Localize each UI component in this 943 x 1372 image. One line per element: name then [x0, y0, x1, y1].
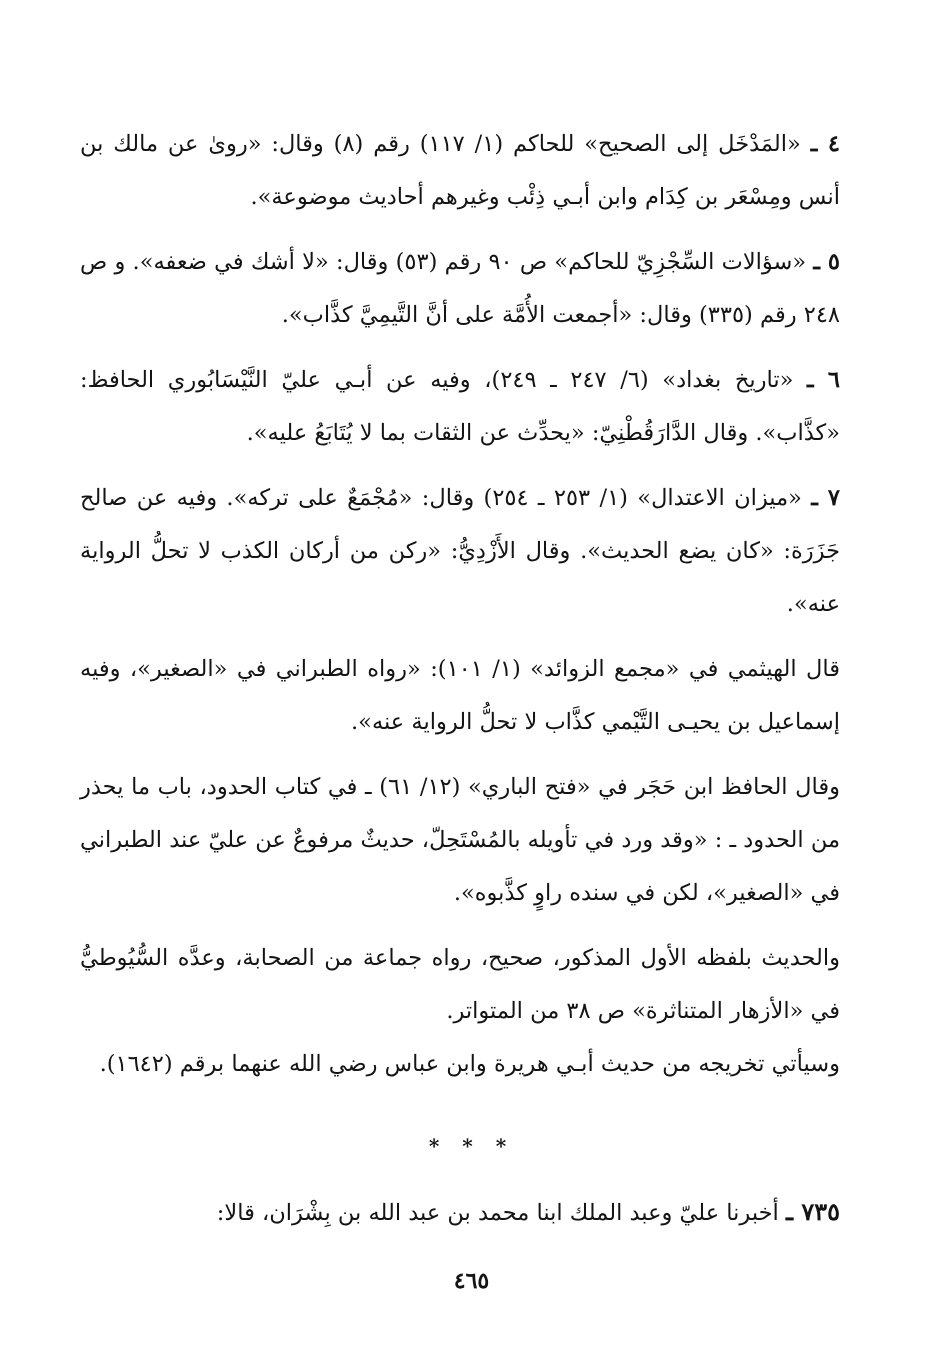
footnote-number: ٦ ـ — [807, 367, 840, 393]
footnote-5 — [80, 236, 840, 342]
footnote-text: «ميزان الاعتدال» (١/ ٢٥٣ ـ ٢٥٤) وقال: «مُجْمَعٌ على تركه». وفيه عن صالح جَزَرَة: «كان يضع الحديث». وقال الأَزْدِيُّ: «ركن من أركان الكذب لا تحلُّ الرواية عنه». — [80, 485, 840, 617]
footnote-4 — [80, 118, 840, 224]
footnote-number: ٤ ـ — [810, 131, 840, 157]
footnote-7 — [80, 472, 840, 631]
hadith-text: أخبرنا عليّ وعبد الملك ابنا محمد بن عبد الله بن بِشْرَان، قالا: — [216, 1200, 779, 1226]
footnote-number: ٧ ـ — [811, 485, 840, 511]
footnote-number: ٥ ـ — [813, 249, 841, 275]
footnote-text: «سؤالات السِّجْزِيّ للحاكم» ص ٩٠ رقم (٥٣) وقال: «لا أشك في ضعفه». و ص ٢٤٨ رقم (٣٣٥) وقال: «أجمعت الأُمَّة على أنَّ التَّيمِيَّ كذَّاب». — [80, 249, 840, 328]
page-number: ٤٦٥ — [453, 1268, 490, 1294]
paragraph-hadith-grade: والحديث بلفظه الأول المذكور، صحيح، رواه جماعة من الصحابة، وعدَّه السُّيُوطيُّ في «الأزهار المتناثرة» ص ٣٨ من المتواتر. — [80, 945, 840, 1024]
hadith-number: ٧٣٥ ـ — [785, 1197, 840, 1226]
paragraph-ibn-hajar: وقال الحافظ ابن حَجَر في «فتح الباري» (١٢/ ٦١) ـ في كتاب الحدود، باب ما يحذر من الحدود ـ : «وقد ورد في تأويله بالمُسْتَحِلّ، حديثٌ مرفوعٌ عن عليّ عند الطبراني في «الصغير»، لكن في سنده راوٍ كذَّبوه». — [80, 774, 841, 906]
section-separator: * * * — [428, 1134, 515, 1158]
paragraph-cross-reference: وسيأتي تخريجه من حديث أبـي هريرة وابن عباس رضي الله عنهما برقم (١٦٤٢). — [99, 1051, 840, 1077]
footnote-text: «المَدْخَل إلى الصحيح» للحاكم (١/ ١١٧) رقم (٨) وقال: «روىٰ عن مالك بن أنس ومِسْعَر بن كِدَام وابن أبـي ذِئْب وغيرهم أحاديث موضوعة». — [80, 131, 840, 210]
hadith-entry — [80, 1185, 840, 1240]
paragraph-haythami: قال الهيثمي في «مجمع الزوائد» (١/ ١٠١): «رواه الطبراني في «الصغير»، وفيه إسماعيل بن يحيـى التَّيْمي كذَّاب لا تحلُّ الرواية عنه». — [80, 656, 840, 735]
footnote-6 — [80, 354, 840, 460]
footnote-text: «تاريخ بغداد» (٦/ ٢٤٧ ـ ٢٤٩)، وفيه عن أبـي عليّ النَّيْسَابُوري الحافظ: «كذَّاب». وقال الدَّارَقُطْنِيّ: «يحدِّث عن الثقات بما لا يُتَابَعُ عليه». — [80, 367, 840, 446]
page-body — [80, 118, 840, 1091]
